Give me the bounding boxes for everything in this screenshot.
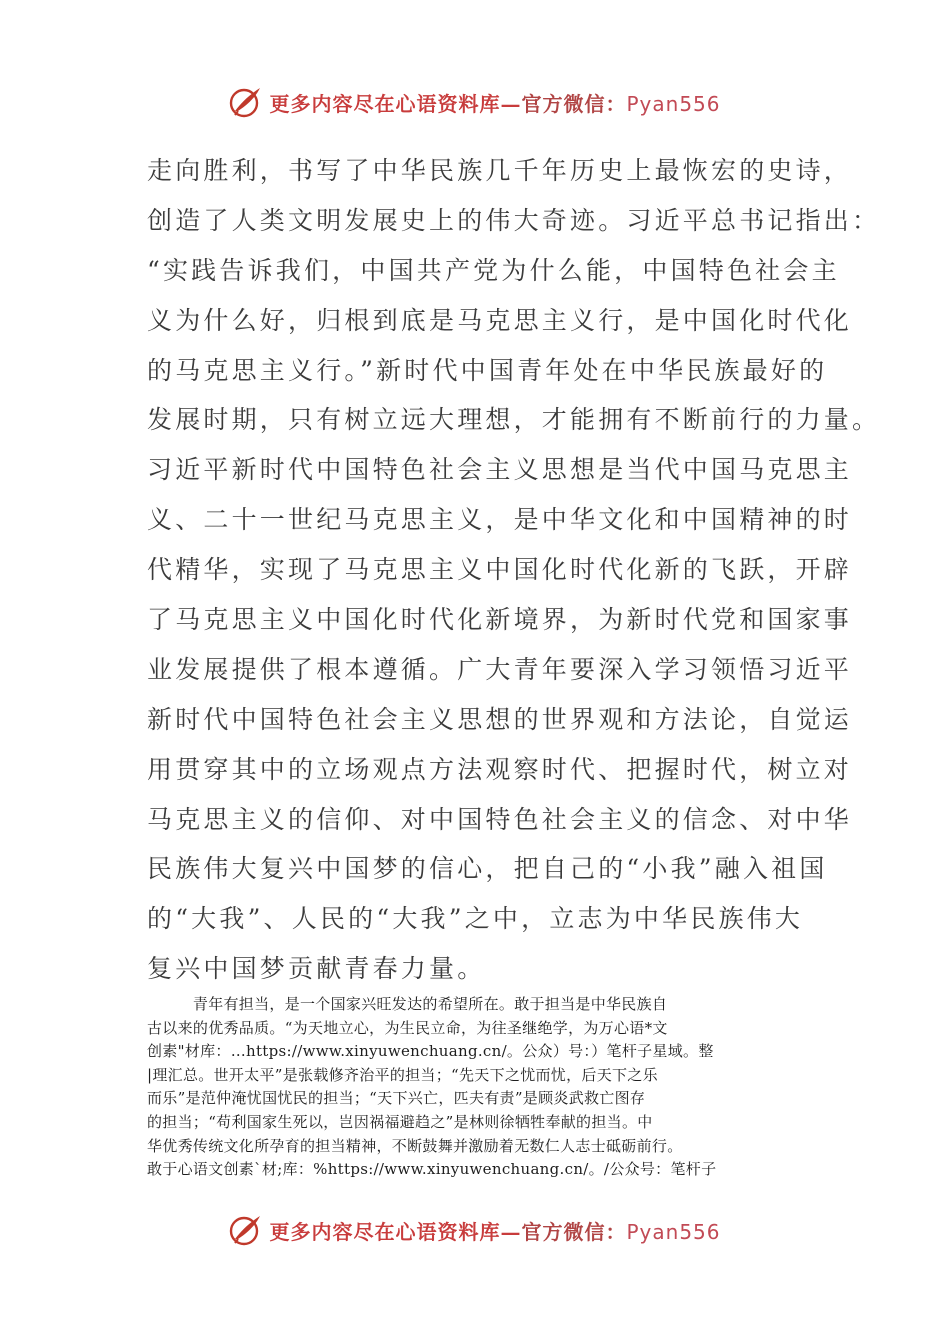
- footer-wechat-id: Pyan556: [626, 1219, 721, 1244]
- text-line: 的马克思主义行。”新时代中国青年处在中华民族最好的: [147, 355, 828, 385]
- text-line: 的担当；“苟利国家生死以，岂因祸福避趋之”是林则徐牺牲奉献的担当。中: [147, 1112, 653, 1131]
- text-line: 新时代中国特色社会主义思想的世界观和方法论，自觉运: [147, 704, 853, 734]
- header-text: [269, 88, 720, 117]
- text-line: 青年有担当，是一个国家兴旺发达的希望所在。敢于担当是中华民族自: [147, 995, 668, 1013]
- main-paragraph: [147, 146, 881, 994]
- footer-wechat-label: 官方微信：: [521, 1219, 627, 1244]
- header-dash: —: [500, 91, 522, 116]
- text-line: 代精华，实现了马克思主义中国化时代化新的飞跃，开辟: [147, 555, 853, 585]
- text-line: 发展时期，只有树立远大理想，才能拥有不断前行的力量。: [147, 405, 881, 435]
- secondary-paragraph: [147, 993, 807, 1182]
- quill-logo-icon: [229, 1213, 263, 1247]
- quill-logo-icon: [229, 85, 263, 119]
- header-wechat-label: 官方微信：: [521, 91, 627, 116]
- footer-text: [269, 1216, 720, 1245]
- text-line: 的“大我”、人民的“大我”之中，立志为中华民族伟大: [147, 904, 804, 934]
- text-line: 业发展提供了根本遵循。广大青年要深入学习领悟习近平: [147, 654, 853, 684]
- text-line: 走向胜利，书写了中华民族几千年历史上最恢宏的史诗，: [147, 156, 853, 185]
- header-wechat-id: Pyan556: [626, 91, 721, 116]
- text-line: |理汇总。世开太平”是张载修齐治平的担当；“先天下之忧而忧，后天下之乐: [147, 1065, 658, 1084]
- text-line: 民族伟大复兴中国梦的信心，把自己的“小我”融入祖国: [147, 854, 828, 884]
- footer-dash: —: [500, 1219, 522, 1244]
- text-line: 创造了人类文明发展史上的伟大奇迹。习近平总书记指出：: [147, 205, 881, 235]
- header-slogan: 更多内容尽在心语资料库: [269, 91, 501, 116]
- text-line: 用贯穿其中的立场观点方法观察时代、把握时代，树立对: [147, 754, 853, 784]
- text-line: 古以来的优秀品质。“为天地立心，为生民立命，为往圣继绝学，为万心语*文: [147, 1018, 668, 1037]
- text-line: 习近平新时代中国特色社会主义思想是当代中国马克思主: [147, 455, 853, 485]
- text-line: “实践告诉我们，中国共产党为什么能，中国特色社会主: [147, 255, 840, 285]
- text-line: 敢于心语文创素`材;库：%https://www.xinyuwenchuang.cn/。/公众号：笔杆子: [147, 1160, 717, 1179]
- text-line: 义、二十一世纪马克思主义，是中华文化和中国精神的时: [147, 505, 853, 535]
- text-line: 华优秀传统文化所孕育的担当精神，不断鼓舞并激励着无数仁人志士砥砺前行。: [147, 1136, 683, 1155]
- text-line: 马克思主义的信仰、对中国特色社会主义的信念、对中华: [147, 804, 853, 834]
- text-line: 义为什么好，归根到底是马克思主义行，是中国化时代化: [147, 305, 853, 335]
- footer-banner: [0, 1208, 950, 1252]
- text-line: 而乐”是范仲淹忧国忧民的担当；“天下兴亡，匹夫有责”是顾炎武救亡图存: [147, 1089, 646, 1108]
- text-line: 创素"材库：…https://www.xinyuwenchuang.cn/。公众）号：）笔杆子星域。整: [147, 1042, 714, 1061]
- text-line: 了马克思主义中国化时代化新境界，为新时代党和国家事: [147, 605, 853, 635]
- header-banner: [0, 80, 950, 124]
- text-line: 复兴中国梦贡献青春力量。: [147, 954, 486, 984]
- footer-slogan: 更多内容尽在心语资料库: [269, 1219, 501, 1244]
